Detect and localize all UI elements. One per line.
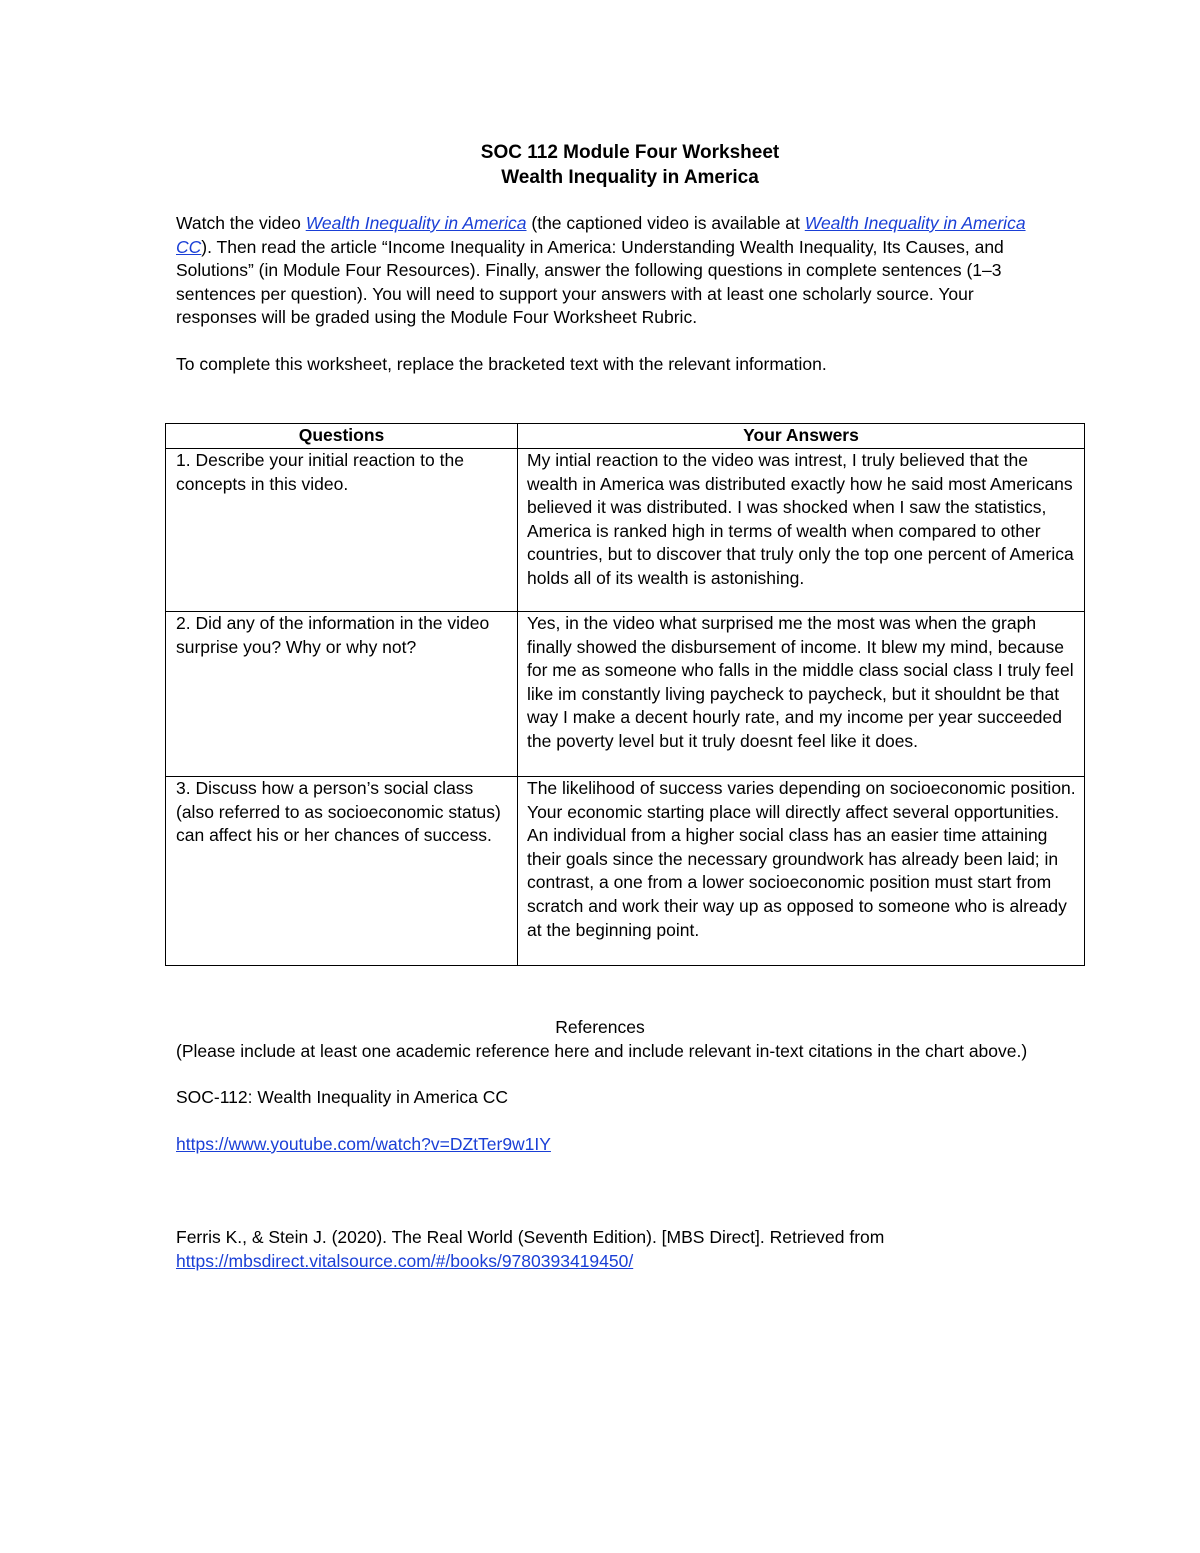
intro-text-1: Watch the video	[176, 213, 306, 233]
reference-item: SOC-112: Wealth Inequality in America CC	[176, 1087, 508, 1108]
reference-link-row	[176, 1133, 1056, 1157]
video-link[interactable]: Wealth Inequality in America	[305, 213, 527, 233]
youtube-reference-link[interactable]: https://www.youtube.com/watch?v=DZtTer9w1IY	[176, 1133, 551, 1154]
table-row	[166, 449, 1085, 612]
book-reference-link[interactable]: https://mbsdirect.vitalsource.com/#/books/9780393419450/	[176, 1250, 634, 1271]
instruction-text: To complete this worksheet, replace the bracketed text with the relevant information.	[176, 353, 827, 374]
references-section	[176, 1016, 1056, 1274]
table-row	[166, 777, 1085, 966]
book-reference-text: Ferris K., & Stein J. (2020). The Real World (Seventh Edition). [MBS Direct]. Retrieved from	[176, 1227, 885, 1248]
captioned-video-link[interactable]: Wealth Inequality in America CC	[176, 213, 1026, 257]
page-subtitle: Wealth Inequality in America	[501, 167, 759, 188]
answer-cell[interactable]: Yes, in the video what surprised me the most was when the graph finally showed the disbursement of income. It blew my mind, because for me as someone who falls in the middle class social class I truly feel like im constantly living paycheck to paycheck, but it shouldnt be that way I make a decent hourly rate, and my income per year succeeded the poverty level but it truly doesnt feel like it does.	[518, 612, 1085, 777]
question-cell: 2. Did any of the information in the video surprise you? Why or why not?	[166, 612, 518, 777]
page-title: SOC 112 Module Four Worksheet	[480, 142, 780, 163]
questions-header: Questions	[166, 424, 518, 449]
spacer	[176, 1156, 1056, 1203]
question-cell: 1. Describe your initial reaction to the concepts in this video.	[166, 449, 518, 612]
answer-cell[interactable]: The likelihood of success varies depending on socioeconomic position. Your economic starting place will directly affect several opportunities. An individual from a higher social class has an easier time attaining their goals since the necessary groundwork has already been laid; in contrast, a one from a lower socioeconomic position must start from scratch and work their way up as opposed to someone who is already at the beginning point.	[518, 777, 1085, 966]
intro-text-2: (the captioned video is available at	[526, 213, 805, 233]
qa-table	[165, 423, 1085, 966]
references-note: (Please include at least one academic reference here and include relevant in-text citations in the chart above.)	[176, 1040, 1028, 1061]
intro-text-3: ). Then read the article “Income Inequality in America: Understanding Wealth Inequality, Its Causes, and Solutions” (in Module Four Resources). Finally, answer the following questions in complete sentences (1–3 sentences per question). You will need to support your answers with at least one scholarly source. Your responses will be graded using the Module Four Worksheet Rubric.	[176, 236, 1004, 328]
table-header-row	[166, 424, 1085, 449]
answer-cell[interactable]: My intial reaction to the video was intrest, I truly believed that the wealth in America was distributed exactly how he said most Americans believed it was distributed. I was shocked when I saw the statistics, America is ranked high in terms of wealth when compared to other countries, but to discover that truly only the top one percent of America holds all of its wealth is astonishing.	[518, 449, 1085, 612]
worksheet-page	[176, 140, 1086, 1271]
question-cell: 3. Discuss how a person’s social class (also referred to as socioeconomic status) can affect his or her chances of success.	[166, 777, 518, 966]
answers-header: Your Answers	[518, 424, 1085, 449]
reference-item	[176, 1226, 1056, 1273]
table-row	[166, 612, 1085, 777]
references-heading: References	[555, 1017, 645, 1037]
title-block	[174, 140, 1086, 190]
intro-paragraph	[176, 212, 1026, 330]
